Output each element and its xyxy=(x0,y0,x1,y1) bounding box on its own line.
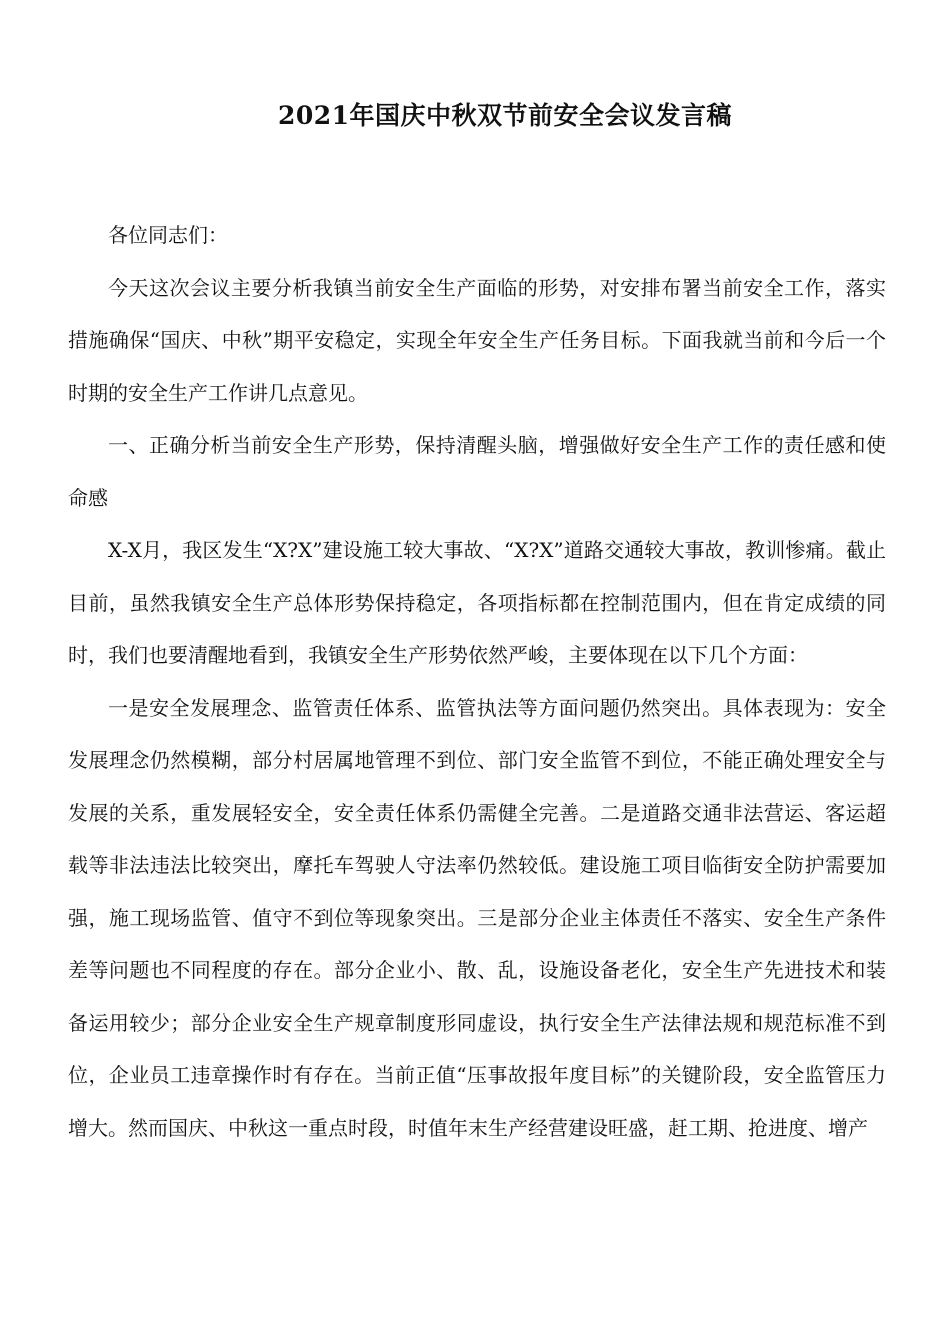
document-body xyxy=(68,209,886,1154)
body-paragraph: X-X月，我区发生“X?X”建设施工较大事故、“X?X”道路交通较大事故，教训惨痛。截止目前，虽然我镇安全生产总体形势保持稳定，各项指标都在控制范围内，但在肯定成绩的同时，我们也要清醒地看到，我镇安全生产形势依然严峻，主要体现在以下几个方面： xyxy=(68,538,886,667)
document-title: 2021年国庆中秋双节前安全会议发言稿 xyxy=(277,101,733,130)
section-heading-1: 一、正确分析当前安全生产形势，保持清醒头脑，增强做好安全生产工作的责任感和使命感 xyxy=(68,433,886,510)
body-paragraph: 一是安全发展理念、监管责任体系、监管执法等方面问题仍然突出。具体表现为：安全发展理念仍然模糊，部分村居属地管理不到位、部门安全监管不到位，不能正确处理安全与发展的关系，重发展轻安全，安全责任体系仍需健全完善。二是道路交通非法营运、客运超载等非法违法比较突出，摩托车驾驶人守法率仍然较低。建设施工项目临街安全防护需要加强，施工现场监管、值守不到位等现象突出。三是部分企业主体责任不落实、安全生产条件差等问题也不同程度的存在。部分企业小、散、乱，设施设备老化，安全生产先进技术和装备运用较少；部分企业安全生产规章制度形同虚设，执行安全生产法律法规和规范标准不到位，企业员工违章操作时有存在。当前正值“压事故报年度目标”的关键阶段，安全监管压力增大。然而国庆、中秋这一重点时段，时值年末生产经营建设旺盛，赶工期、抢进度、增产 xyxy=(68,695,886,1140)
salutation-paragraph: 各位同志们： xyxy=(108,223,228,247)
intro-paragraph: 今天这次会议主要分析我镇当前安全生产面临的形势，对安排布署当前安全工作，落实措施确保“国庆、中秋”期平安稳定，实现全年安全生产任务目标。下面我就当前和今后一个时期的安全生产工作讲几点意见。 xyxy=(68,275,886,405)
